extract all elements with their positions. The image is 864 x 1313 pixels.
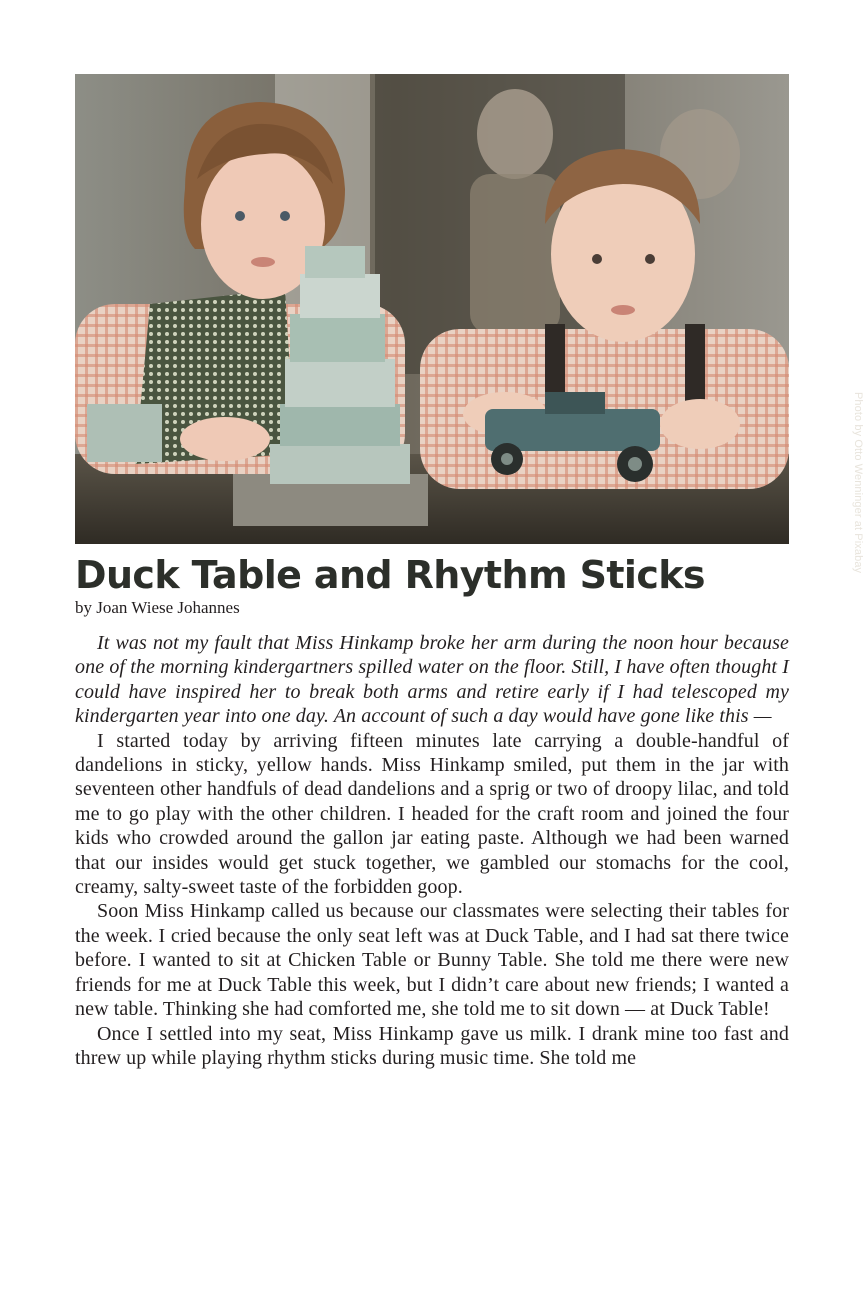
children-with-toys-photo-icon <box>75 74 789 544</box>
article-paragraph-intro: It was not my fault that Miss Hinkamp broke her arm during the noon hour because one of the morning kindergartners spilled water on the floor. Still, I have often thought I could have inspired her to break both arms and retire early if I had telescoped my kindergarten year into one day. An account of such a day would have gone like this — <box>75 632 789 728</box>
article-body <box>75 631 789 1070</box>
article-title: Duck Table and Rhythm Sticks <box>75 553 705 597</box>
article-paragraph: I started today by arriving fifteen minutes late carrying a double-handful of dandelions in sticky, yellow hands. Miss Hinkamp smiled, put them in the jar with seventeen other handfuls of dead dandelions and a sprig or two of droopy lilac, and told me to go play with the other children. I headed for the craft room and joined the four kids who crowded around the gallon jar eating paste. Although we had been warned that our insides would get stuck together, we gambled our stomachs for the cool, creamy, salty-sweet taste of the forbidden goop. <box>75 729 789 899</box>
article-photo <box>75 74 864 574</box>
article-paragraph: Soon Miss Hinkamp called us because our classmates were selecting their tables for the week. I cried because the only seat left was at Duck Table, and I had sat there twice before. I wanted to sit at Chicken Table or Bunny Table. She told me there were new friends for me at Duck Table this week, but I didn’t care about new friends; I wanted a new table. Thinking she had comforted me, she told me to sit down — at Duck Table! <box>75 900 789 1021</box>
article-byline: by Joan Wiese Johannes <box>75 598 240 617</box>
article-paragraph: Once I settled into my seat, Miss Hinkamp gave us milk. I drank mine too fast and threw up while playing rhythm sticks during music time. She told me <box>75 1022 789 1069</box>
photo-credit: Photo by Otto Wenninger at Pixabay <box>852 392 864 574</box>
